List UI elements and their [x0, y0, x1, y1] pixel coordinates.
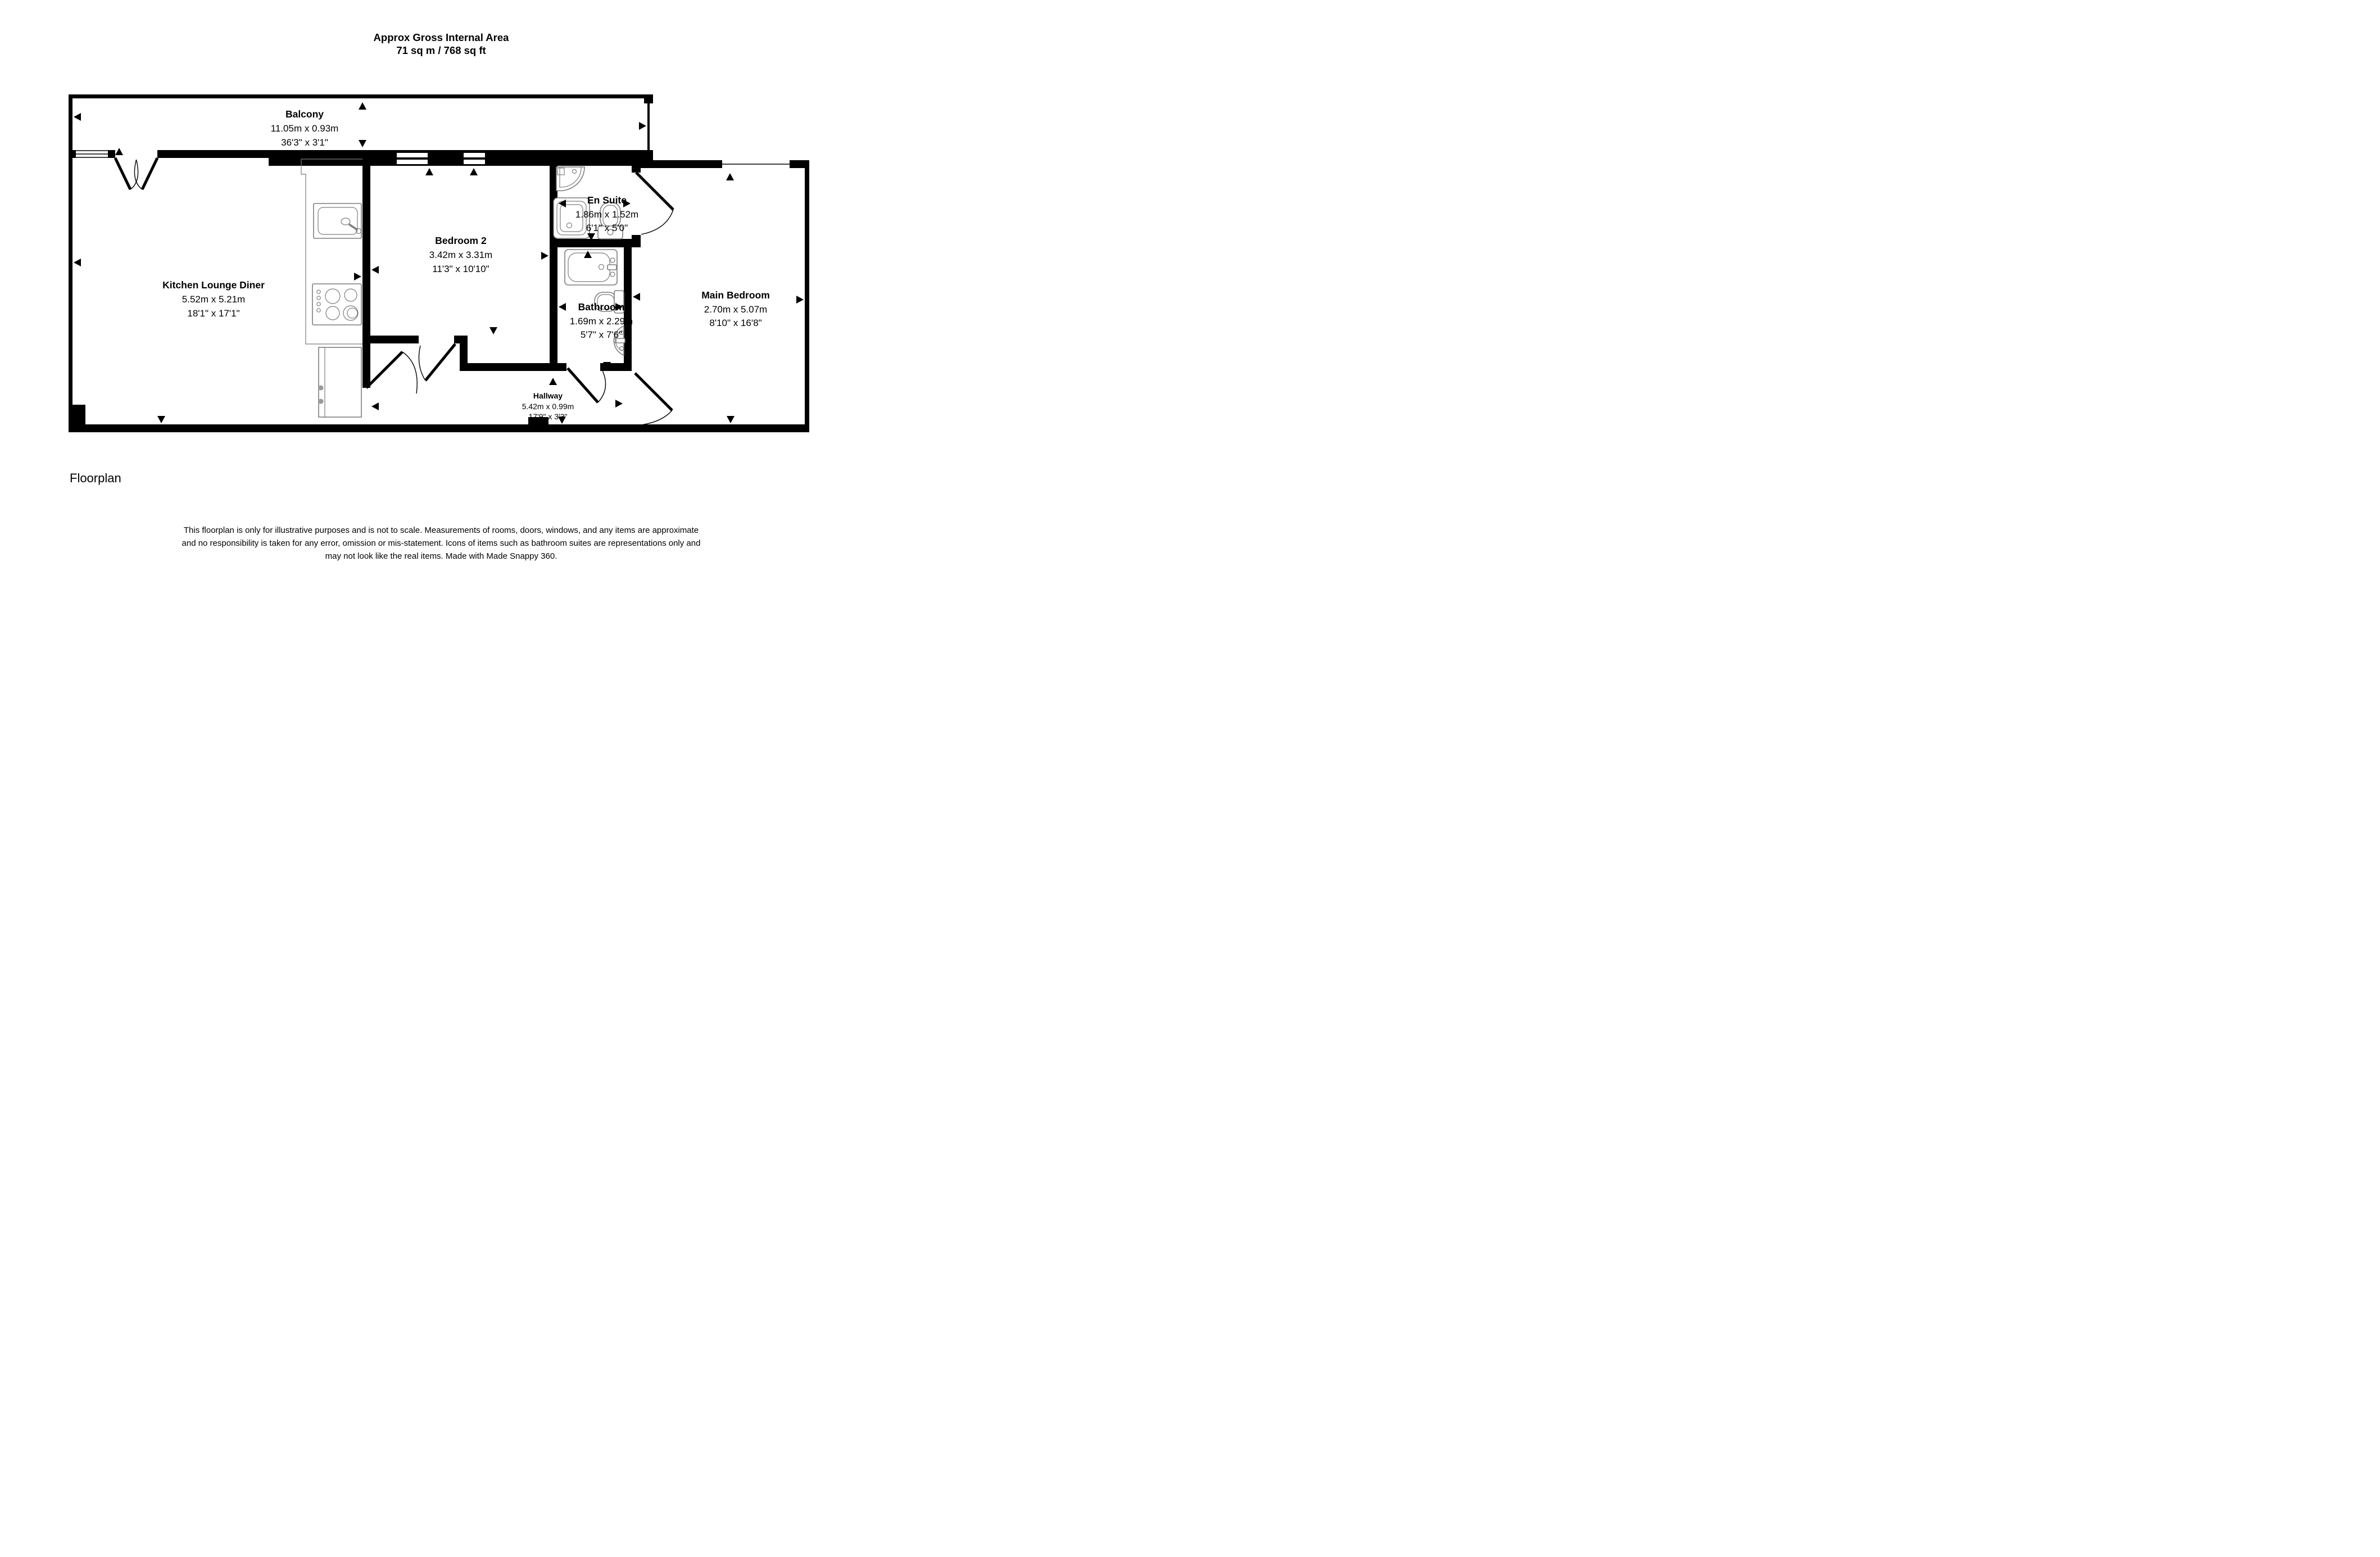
wall-balcony-mid [428, 150, 464, 166]
svg-text:Hallway: Hallway [533, 391, 563, 400]
svg-text:6'1" x 5'0": 6'1" x 5'0" [586, 223, 628, 233]
wall-balcony-rail [647, 103, 650, 151]
door-main-bedroom [635, 373, 672, 426]
floorplan-caption: Floorplan [70, 471, 121, 485]
room-label-balcony [271, 108, 339, 148]
kitchen-hob-icon [312, 284, 361, 325]
disclaimer-line1: This floorplan is only for illustrative purposes and is not to scale. Measurements of rooms, doors, windows, and any items are approximate [183, 526, 699, 535]
arrow-down-icon [727, 416, 735, 423]
door-bedroom2 [419, 344, 455, 381]
ensuite-basin-icon [556, 167, 584, 191]
svg-text:3.42m x 3.31m: 3.42m x 3.31m [429, 250, 493, 260]
wall-outer-right [805, 160, 809, 424]
room-label-hallway [522, 391, 574, 421]
wall-outer-left-block [69, 405, 85, 424]
room-label-bedroom2 [429, 235, 492, 274]
arrow-right-icon [354, 273, 361, 280]
wall-ensuite-bottom [550, 239, 641, 247]
svg-text:17'9" x 3'3": 17'9" x 3'3" [528, 412, 568, 421]
svg-text:Main Bedroom: Main Bedroom [701, 289, 770, 301]
arrow-up-icon [549, 378, 557, 385]
svg-text:11'3" x 10'10": 11'3" x 10'10" [432, 264, 489, 274]
wall-french-jamb-left [108, 150, 115, 158]
wall-kitchen-bedroom2 [362, 158, 370, 388]
arrow-up-icon [115, 148, 123, 155]
svg-text:2.70m x 5.07m: 2.70m x 5.07m [704, 304, 768, 315]
kitchen-appliance-icon [319, 347, 362, 417]
wall-bedroom2-bottom-right [454, 336, 468, 343]
svg-text:Bedroom 2: Bedroom 2 [435, 235, 487, 246]
arrow-right-icon [615, 400, 623, 408]
arrow-right-icon [639, 122, 646, 130]
arrow-left-icon [74, 113, 81, 121]
wall-balcony-ensuite [485, 150, 646, 166]
kitchen-sink-icon [314, 203, 361, 238]
svg-text:36'3" x 3'1": 36'3" x 3'1" [281, 137, 328, 148]
room-label-main-bedroom [701, 289, 770, 328]
svg-text:Kitchen Lounge Diner: Kitchen Lounge Diner [162, 279, 265, 291]
arrow-up-icon [726, 173, 734, 180]
arrow-down-icon [359, 140, 366, 147]
disclaimer-line2: and no responsibility is taken for any error, omission or mis-statement. Icons of items such as bathroom suites are representations only and [182, 538, 701, 548]
bathroom-bath-icon [565, 250, 617, 285]
arrow-left-icon [633, 293, 640, 301]
floorplan-svg [0, 0, 868, 568]
wall-bedroom2-stub [460, 343, 468, 371]
floorplan-page [0, 0, 868, 568]
svg-text:Bathroom: Bathroom [578, 301, 625, 313]
arrow-right-icon [796, 296, 804, 304]
arrow-left-icon [371, 402, 379, 410]
svg-text:5'7" x 7'6": 5'7" x 7'6" [580, 329, 623, 340]
svg-text:En Suite: En Suite [587, 194, 627, 206]
door-ensuite [636, 173, 673, 234]
room-label-kitchen [162, 279, 265, 319]
svg-text:11.05m x 0.93m: 11.05m x 0.93m [270, 123, 339, 134]
svg-text:18'1" x 17'1": 18'1" x 17'1" [187, 308, 240, 319]
wall-mainbedroom-top-right [790, 160, 809, 168]
arrow-up-icon [359, 102, 366, 110]
svg-text:1.69m x 2.29m: 1.69m x 2.29m [569, 316, 633, 327]
door-bathroom [568, 368, 606, 402]
wall-ensuite-mainbedroom-top [632, 166, 641, 173]
door-kitchen-hallway [366, 352, 417, 393]
door-balcony-french [115, 158, 157, 189]
svg-text:1.86m x 1.52m: 1.86m x 1.52m [575, 209, 639, 220]
wall-balcony-kitchen [72, 150, 76, 158]
arrow-down-icon [489, 327, 497, 334]
page-title: Approx Gross Internal Area [373, 31, 509, 43]
wall-bathroom-bottom-left [550, 363, 566, 371]
wall-balcony-kitchen2 [165, 150, 269, 158]
wall-hallway-top [468, 363, 550, 371]
wall-bedroom2-bathroom [550, 166, 557, 371]
page-subtitle: 71 sq m / 768 sq ft [396, 44, 486, 56]
arrow-up-icon [425, 168, 433, 175]
arrow-up-icon [470, 168, 478, 175]
ensuite-toilet-icon [598, 202, 623, 239]
wall-balcony-post [644, 94, 653, 103]
wall-french-jamb-right [157, 150, 165, 158]
wall-outer-left [69, 98, 72, 405]
arrow-down-icon [157, 416, 165, 423]
wall-ensuite-mainbedroom-bottom [632, 235, 641, 247]
wall-bathroom-mainbedroom [624, 247, 632, 371]
wall-balcony-bedroom2 [269, 150, 397, 166]
wall-outer-top [69, 94, 653, 98]
wall-mainbedroom-top-left [646, 160, 722, 168]
svg-text:5.52m x 5.21m: 5.52m x 5.21m [182, 294, 246, 305]
disclaimer-line3: may not look like the real items. Made with Made Snappy 360. [325, 551, 557, 561]
arrow-right-icon [541, 252, 548, 260]
arrow-left-icon [559, 303, 566, 311]
arrow-left-icon [74, 259, 81, 266]
arrow-left-icon [371, 266, 379, 274]
svg-text:8'10" x 16'8": 8'10" x 16'8" [709, 318, 762, 328]
labels [70, 31, 770, 561]
window-main-bedroom [722, 161, 790, 168]
svg-text:Balcony: Balcony [285, 108, 324, 120]
window-kitchen [76, 150, 108, 158]
wall-outer-bottom [69, 424, 809, 432]
wall-bedroom2-bottom-left [370, 336, 419, 343]
svg-text:5.42m x 0.99m: 5.42m x 0.99m [522, 402, 574, 411]
